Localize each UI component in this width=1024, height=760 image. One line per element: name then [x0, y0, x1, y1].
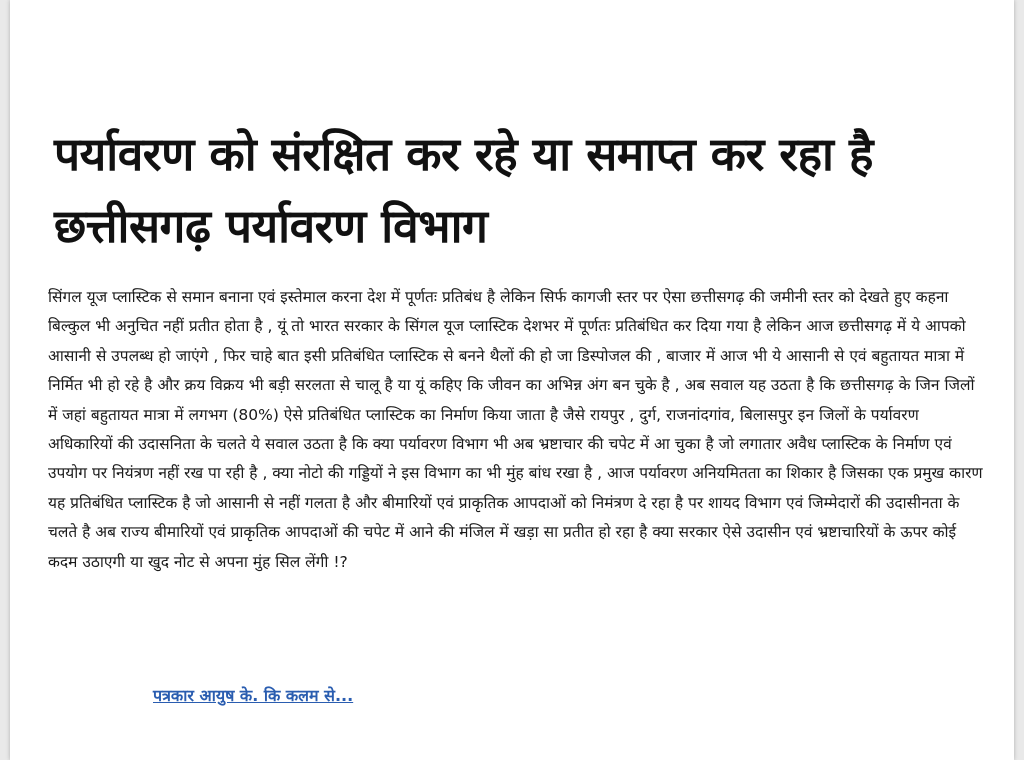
article-title: पर्यावरण को संरक्षित कर रहे या समाप्त कर रहा है छत्तीसगढ़ पर्यावरण विभाग [54, 127, 873, 253]
article-body: सिंगल यूज प्लास्टिक से समान बनाना एवं इस्तेमाल करना देश में पूर्णतः प्रतिबंध है लेकिन सिर्फ कागजी स्तर पर ऐसा छत्तीसगढ़ की जमीनी स्तर को देखते हुए कहना बिल्कुल भी अनुचित नहीं प्रतीत होता है , यूं तो भारत सरकार के सिंगल यूज प्लास्टिक देशभर में पूर्णतः प्रतिबंधित कर दिया गया है लेकिन आज छत्तीसगढ़ में ये आपको आसानी से उपलब्ध हो जाएंगे , फिर चाहे बात इसी प्रतिबंधित प्लास्टिक से बनने थैलों की हो जा डिस्पोजल की , बाजार में आज भी ये आसानी से एवं बहुतायत मात्रा में निर्मित भी हो रहे है और क्रय विक्रय भी बड़ी सरलता से चालू है या यूं कहिए कि जीवन का अभिन्न अंग बन चुके है , अब सवाल यह उठता है कि छत्तीसगढ़ के जिन जिलों में जहां बहुतायत मात्रा में लगभग (80%) ऐसे प्रतिबंधित प्लास्टिक का निर्माण किया जाता है जैसे रायपुर , दुर्ग, राजनांदगांव, बिलासपुर इन जिलों के पर्यावरण अधिकारियों की उदासनिता के चलते ये सवाल उठता है कि क्या पर्यावरण विभाग भी अब भ्रष्टाचार की चपेट में आ चुका है जो लगातार अवैध प्लास्टिक के निर्माण एवं उपयोग पर नियंत्रण नहीं रख पा रही है , क्या नोटो की गड्डियों ने इस विभाग का भी मुंह बांध रखा है , आज पर्यावरण अनियमितता का शिकार है जिसका एक प्रमुख कारण यह प्रतिबंधित प्लास्टिक है जो आसानी से नहीं गलता है और बीमारियों एवं प्राकृतिक आपदाओं को निमंत्रण दे रहा है पर शायद विभाग एवं जिम्मेदारों की उदासीनता के चलते है अब राज्य बीमारियों एवं प्राकृतिक आपदाओं की चपेट में आने की मंजिल में खड़ा सा प्रतीत हो रहा है क्या सरकार ऐसे उदासीन एवं भ्रष्टाचारियों के ऊपर कोई कदम उठाएगी या खुद नोट से अपना मुंह सिल लेंगी !? [48, 288, 983, 571]
document-page [10, 0, 1014, 760]
author-byline-link[interactable]: पत्रकार आयुष के. कि कलम से... [153, 686, 354, 705]
